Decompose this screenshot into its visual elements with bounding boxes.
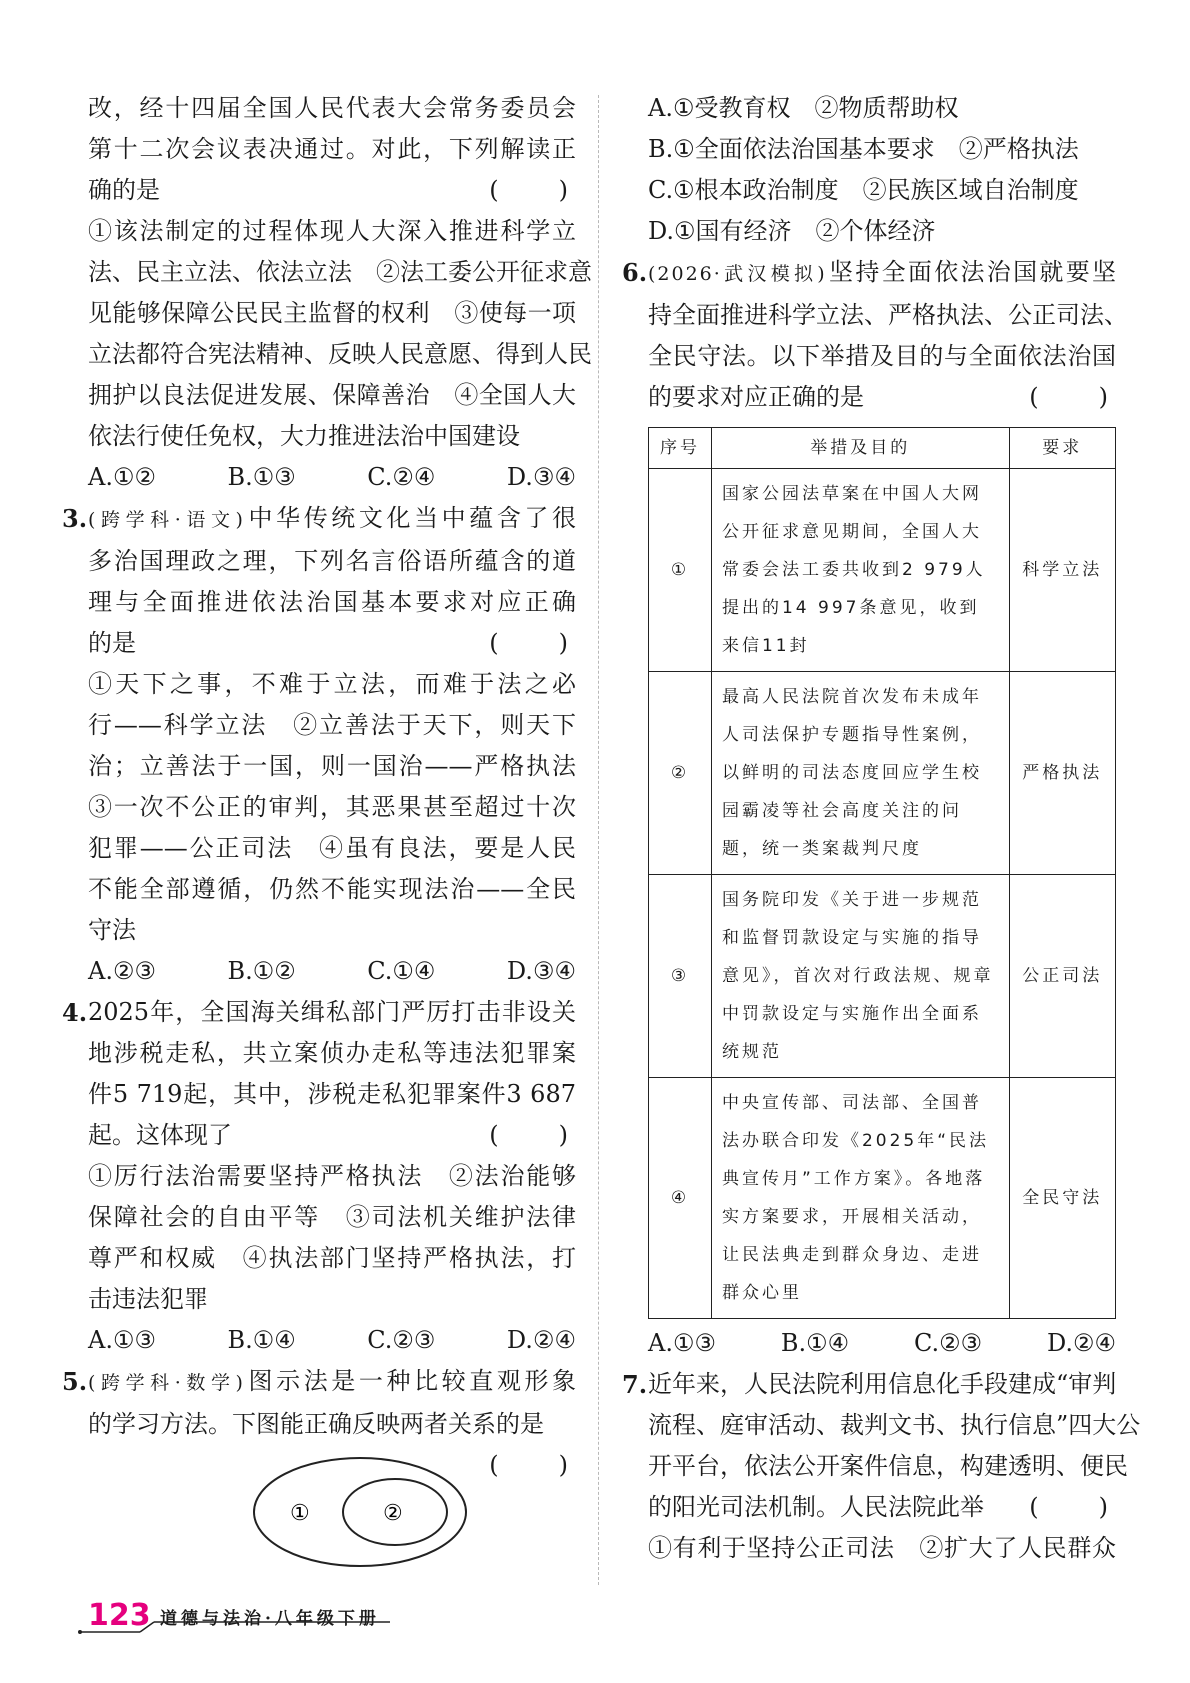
text-line: 的学习方法。下图能正确反映两者关系的是 (88, 1410, 544, 1438)
answer-blank[interactable]: ( ) (1029, 1493, 1126, 1521)
text-line: 的是 ( ) (88, 623, 576, 664)
row-requirement: 公正司法 (1009, 875, 1115, 1078)
text-line: 改，经十四届全国人民代表大会常务委员会 (88, 94, 576, 122)
page-footer (80, 1598, 480, 1638)
row-number: ③ (649, 875, 712, 1078)
option-text: 保障社会的自由平等 ③司法机关维护法律 (88, 1203, 576, 1231)
option-text: 守法 (88, 916, 136, 944)
table-row (649, 469, 1116, 672)
row-measure: 国家公园法草案在中国人大网公开征求意见期间，全国人大常委会法工委共收到2 979人提出的14 997条意见，收到来信11封 (711, 469, 1009, 672)
choice-c[interactable]: C.①④ (367, 957, 436, 985)
venn-outer-ellipse (254, 1458, 466, 1566)
table-row (649, 1078, 1116, 1319)
option-text: ①有利于坚持公正司法 ②扩大了人民群众 (648, 1534, 1116, 1562)
option-text: 法、民主立法、依法立法 ②法工委公开征求意 (88, 258, 592, 286)
text-line: 的要求对应正确的是 ( ) (648, 377, 1116, 418)
choice-option[interactable]: D.①国有经济 ②个体经济 (648, 217, 936, 245)
row-number: ① (649, 469, 712, 672)
venn-label-outer: ① (290, 1501, 310, 1526)
text-line: 的阳光司法机制。人民法院此举 ( ) (648, 1487, 1116, 1528)
question-source: (跨学科·语文) (88, 509, 245, 531)
measures-table (648, 427, 1116, 1319)
option-text: 立法都符合宪法精神、反映人民意愿、得到人民 (88, 340, 592, 368)
choice-d[interactable]: D.③④ (506, 463, 576, 491)
table-header: 序号 (649, 428, 712, 469)
choice-row (88, 951, 576, 992)
table-header: 要求 (1009, 428, 1115, 469)
choice-option[interactable]: B.①全面依法治国基本要求 ②严格执法 (648, 135, 1079, 163)
text-line: 多治国理政之理，下列名言俗语所蕴含的道 (88, 547, 576, 575)
option-text: 犯罪——公正司法 ④虽有良法，要是人民 (88, 834, 576, 862)
text-line: 第十二次会议表决通过。对此，下列解读正 (88, 135, 576, 163)
answer-blank[interactable]: ( ) (489, 629, 586, 657)
answer-blank[interactable]: ( ) (489, 176, 586, 204)
choice-a[interactable]: A.①③ (648, 1329, 716, 1357)
text-line: 确的是 ( ) (88, 170, 576, 211)
table-header-row (649, 428, 1116, 469)
row-measure: 国务院印发《关于进一步规范和监督罚款设定与实施的指导意见》，首次对行政法规、规章中罚款设定与实施作出全面系统规范 (711, 875, 1009, 1078)
text-line: 持全面推进科学立法、严格执法、公正司法、 (648, 301, 1128, 329)
venn-diagram (250, 1455, 470, 1574)
left-column (62, 88, 592, 1486)
option-text: 依法行使任免权，大力推进法治中国建设 (88, 422, 520, 450)
option-text: ①厉行法治需要坚持严格执法 ②法治能够 (88, 1162, 576, 1190)
choice-c[interactable]: C.②④ (367, 463, 436, 491)
row-requirement: 科学立法 (1009, 469, 1115, 672)
text-line: 件5 719起，其中，涉税走私犯罪案件3 687 (88, 1080, 576, 1108)
choice-d[interactable]: D.②④ (506, 1326, 576, 1354)
question-4: 4. 2025年，全国海关缉私部门严厉打击非设关 (88, 992, 576, 1033)
footer-rule (80, 1598, 480, 1638)
option-text: ①天下之事，不难于立法，而难于法之必 (88, 670, 576, 698)
row-number: ② (649, 672, 712, 875)
choice-option[interactable]: A.①受教育权 ②物质帮助权 (648, 94, 959, 122)
row-measure: 最高人民法院首次发布未成年人司法保护专题指导性案例，以鲜明的司法态度回应学生校园霸凌等社会高度关注的问题，统一类案裁判尺度 (711, 672, 1009, 875)
choice-b[interactable]: B.①② (227, 957, 296, 985)
choice-b[interactable]: B.①④ (227, 1326, 296, 1354)
answer-blank[interactable]: ( ) (1029, 383, 1126, 411)
column-divider (598, 95, 599, 1585)
question-3: 3. (跨学科·语文)中华传统文化当中蕴含了很 (88, 498, 576, 541)
choice-b[interactable]: B.①③ (227, 463, 296, 491)
choice-d[interactable]: D.③④ (506, 957, 576, 985)
choice-c[interactable]: C.②③ (913, 1329, 983, 1357)
choice-a[interactable]: A.①② (88, 463, 156, 491)
row-number: ④ (649, 1078, 712, 1319)
question-number: 4. (62, 998, 88, 1027)
choice-row (648, 1323, 1116, 1364)
table-row (649, 875, 1116, 1078)
book-title: 道德与法治·八年级下册 (160, 1609, 380, 1629)
option-text: 击违法犯罪 (88, 1285, 208, 1313)
question-number: 3. (62, 504, 88, 533)
answer-blank[interactable]: ( ) (489, 1121, 586, 1149)
page-number: 123 (88, 1598, 151, 1633)
right-column (622, 88, 1141, 1569)
answer-blank[interactable]: ( ) (489, 1451, 586, 1479)
row-requirement: 严格执法 (1009, 672, 1115, 875)
text-line: 理与全面推进依法治国基本要求对应正确 (88, 588, 576, 616)
choice-row (88, 457, 576, 498)
choice-b[interactable]: B.①④ (780, 1329, 850, 1357)
question-6: 6. (2026·武汉模拟)坚持全面依法治国就要坚 (648, 252, 1116, 295)
choice-option[interactable]: C.①根本政治制度 ②民族区域自治制度 (648, 176, 1079, 204)
row-measure: 中央宣传部、司法部、全国普法办联合印发《2025年“民法典宣传月”工作方案》。各地落实方案要求，开展相关活动，让民法典走到群众身边、走进群众心里 (711, 1078, 1009, 1319)
option-text: 行——科学立法 ②立善法于天下，则天下 (88, 711, 576, 739)
choice-a[interactable]: A.①③ (88, 1326, 156, 1354)
option-text: ③一次不公正的审判，其恶果甚至超过十次 (88, 793, 576, 821)
venn-label-inner: ② (383, 1501, 403, 1526)
choice-d[interactable]: D.②④ (1046, 1329, 1116, 1357)
question-number: 5. (62, 1367, 88, 1396)
option-text: 见能够保障公民民主监督的权利 ③使每一项 (88, 299, 576, 327)
choice-a[interactable]: A.②③ (88, 957, 156, 985)
text-line: 流程、庭审活动、裁判文书、执行信息”四大公 (648, 1411, 1141, 1439)
table-row (649, 672, 1116, 875)
question-number: 7. (622, 1370, 648, 1399)
text-line: 全民守法。以下举措及目的与全面依法治国 (648, 342, 1116, 370)
question-source: (2026·武汉模拟) (648, 263, 827, 285)
option-text: 拥护以良法促进发展、保障善治 ④全国人大 (88, 381, 576, 409)
question-5: 5. (跨学科·数学)图示法是一种比较直观形象 (88, 1361, 576, 1404)
option-text: 不能全部遵循，仍然不能实现法治——全民 (88, 875, 576, 903)
table-header: 举措及目的 (711, 428, 1009, 469)
text-line: 地涉税走私，共立案侦办走私等违法犯罪案 (88, 1039, 576, 1067)
text-line: 起。这体现了 ( ) (88, 1115, 576, 1156)
choice-c[interactable]: C.②③ (367, 1326, 436, 1354)
question-source: (跨学科·数学) (88, 1372, 245, 1394)
option-text: ①该法制定的过程体现人大深入推进科学立 (88, 217, 576, 245)
option-text: 尊严和权威 ④执法部门坚持严格执法，打 (88, 1244, 576, 1272)
choice-row (88, 1320, 576, 1361)
option-text: 治；立善法于一国，则一国治——严格执法 (88, 752, 576, 780)
question-number: 6. (622, 258, 648, 287)
text-line: 开平台，依法公开案件信息，构建透明、便民 (648, 1452, 1128, 1480)
question-7: 7. 近年来，人民法院利用信息化手段建成“审判 (648, 1364, 1116, 1405)
row-requirement: 全民守法 (1009, 1078, 1115, 1319)
